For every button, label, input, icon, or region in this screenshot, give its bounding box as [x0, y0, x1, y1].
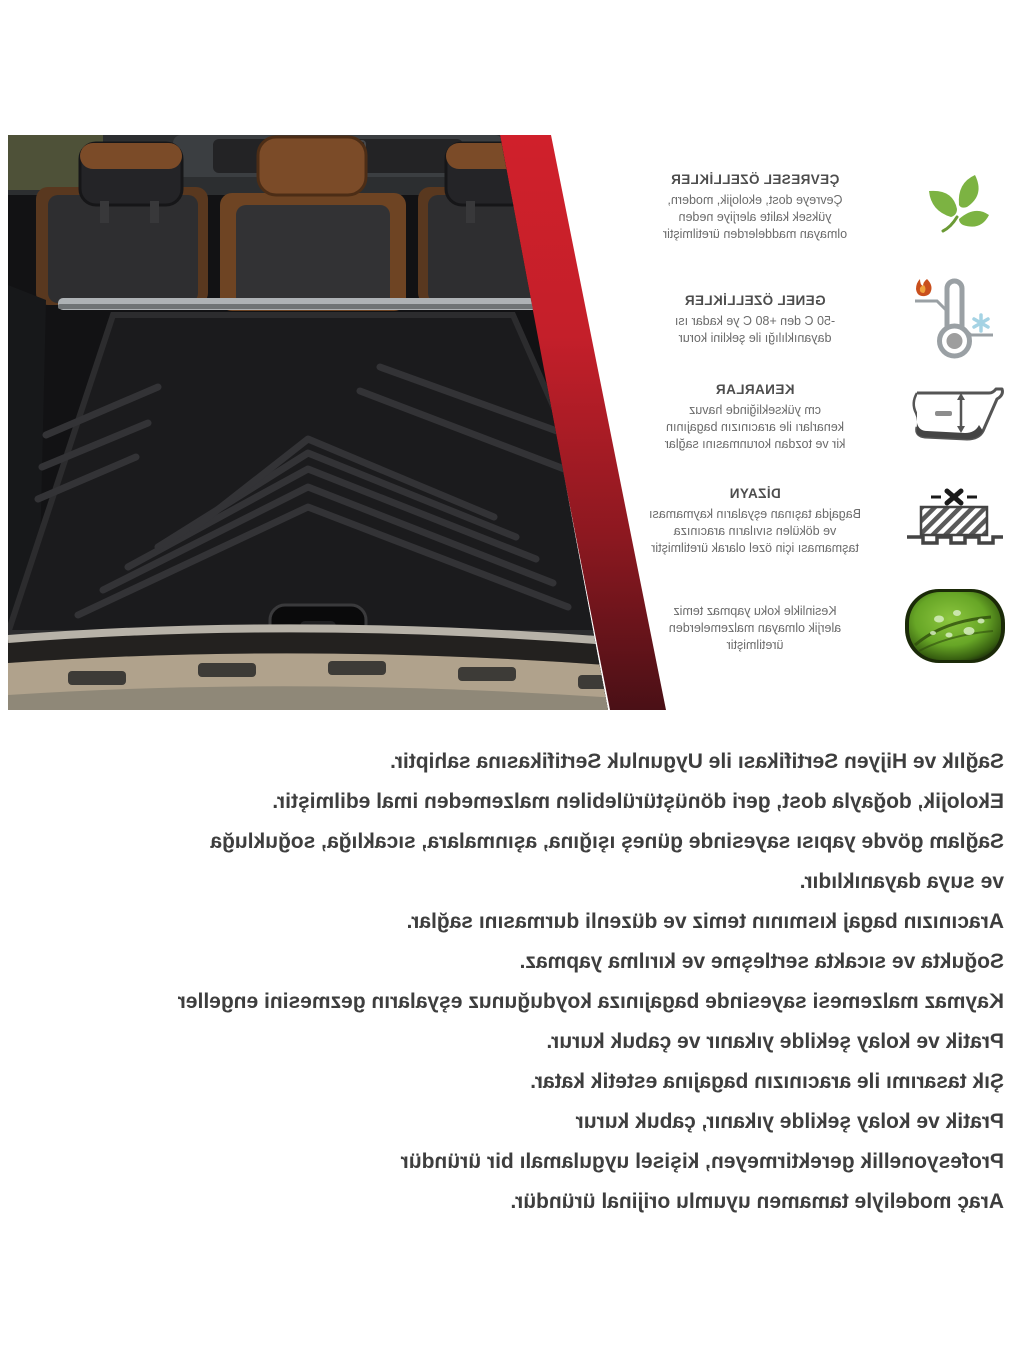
description-line: Kaymaz malzemesi sayesinde bagajınıza koyduğunuz eşyaların gezmesini engeller: [177, 990, 1004, 1013]
description-line: Sağlık ve Hijyen Sertifikası ile Uygunluk Sertifikasına sahiptir.: [390, 750, 1004, 773]
feature-line: Kesinlikle koku yapmaz temiz: [673, 603, 837, 618]
feature-line: olmayan maddelerden üretilmiştir: [662, 227, 848, 241]
description-line: Pratik ve kolay şekilde yıkanır ve çabuk kurur.: [546, 1030, 1004, 1053]
feature-odorless: [618, 587, 1018, 665]
feature-text: [618, 381, 892, 453]
anti-slip-surface-icon: [892, 485, 1018, 557]
description-line: Ekolojik, doğayla dost, geri dönüştürülebilen malzemeden imal edilmiştir.: [272, 790, 1004, 813]
feature-line: üretilmiştir: [726, 637, 784, 652]
description-line: Sağlam gövde yapısı sayesinde güneş ışığına, aşınmalara, sıcaklığa, soğukluğa: [210, 830, 1004, 853]
description-line: Araç modeliyle tamamen uyumlu orijinal üründür.: [510, 1190, 1004, 1213]
feature-general: [618, 273, 1018, 365]
leaves-icon: [892, 165, 1018, 249]
leaf-water-drops-icon: [892, 587, 1018, 665]
tray-edge-height-icon: [892, 379, 1018, 455]
feature-heading: DİZAYN: [729, 486, 781, 501]
feature-heading: KENARLAR: [715, 382, 795, 397]
feature-text: [618, 171, 892, 243]
feature-line: cm yüksekliğinde havuz: [689, 403, 822, 417]
description-line: ve suya dayanıklıdır.: [799, 870, 1004, 893]
feature-text: [618, 485, 892, 557]
feature-line: ve dökülen sıvıların aracınıza: [673, 524, 837, 538]
description-line: Profesyonellik gerektirmeyen, kişisel uygulamalı bir üründür: [400, 1150, 1004, 1173]
feature-line: dayanıklılığı ile şeklini korur: [678, 330, 832, 345]
feature-line: Bagajda taşınan eşyaların kaymaması: [649, 507, 861, 521]
feature-text: [618, 292, 892, 347]
feature-line: kir ve tozdan korunmasını sağlar: [664, 437, 846, 451]
hero-section: [0, 135, 1024, 710]
feature-line: kenarları ile aracınızın bagajının: [666, 420, 844, 434]
feature-text: [618, 599, 892, 654]
feature-line: -50 C den +80 C ye kadar ısı: [674, 313, 836, 328]
feature-line: taşmaması için özel olarak üretilmiştir: [651, 541, 859, 555]
description-line: Soğukta ve sıcakta sertleşme ve kırılma yapmaz.: [519, 950, 1004, 973]
feature-heading: ÇEVRESEL ÖZELLİKLER: [670, 172, 840, 187]
feature-line: alerjik olmayan malzemelerden: [668, 620, 842, 635]
feature-design: [618, 485, 1018, 557]
feature-line: Çevreye dost, ekolojik, modern,: [667, 193, 843, 207]
feature-heading: GENEL ÖZELLİKLER: [684, 292, 826, 308]
feature-environmental: [618, 165, 1018, 249]
feature-edges: [618, 379, 1018, 455]
feature-line: yüksek kalite alerjiye neden: [678, 210, 832, 224]
description-line: Şık tasarımı ile aracınızın bagajına estetik katar.: [530, 1070, 1004, 1093]
description-line: Pratik ve kolay şekilde yıkanır, çabuk kurur: [575, 1110, 1004, 1133]
feature-list: [618, 135, 1018, 710]
description-line: Aracınızın bagaj kısmının temiz ve düzenli durmasını sağlar.: [406, 910, 1004, 933]
thermometer-hot-cold-icon: [892, 273, 1018, 365]
product-description: [14, 742, 1004, 1222]
